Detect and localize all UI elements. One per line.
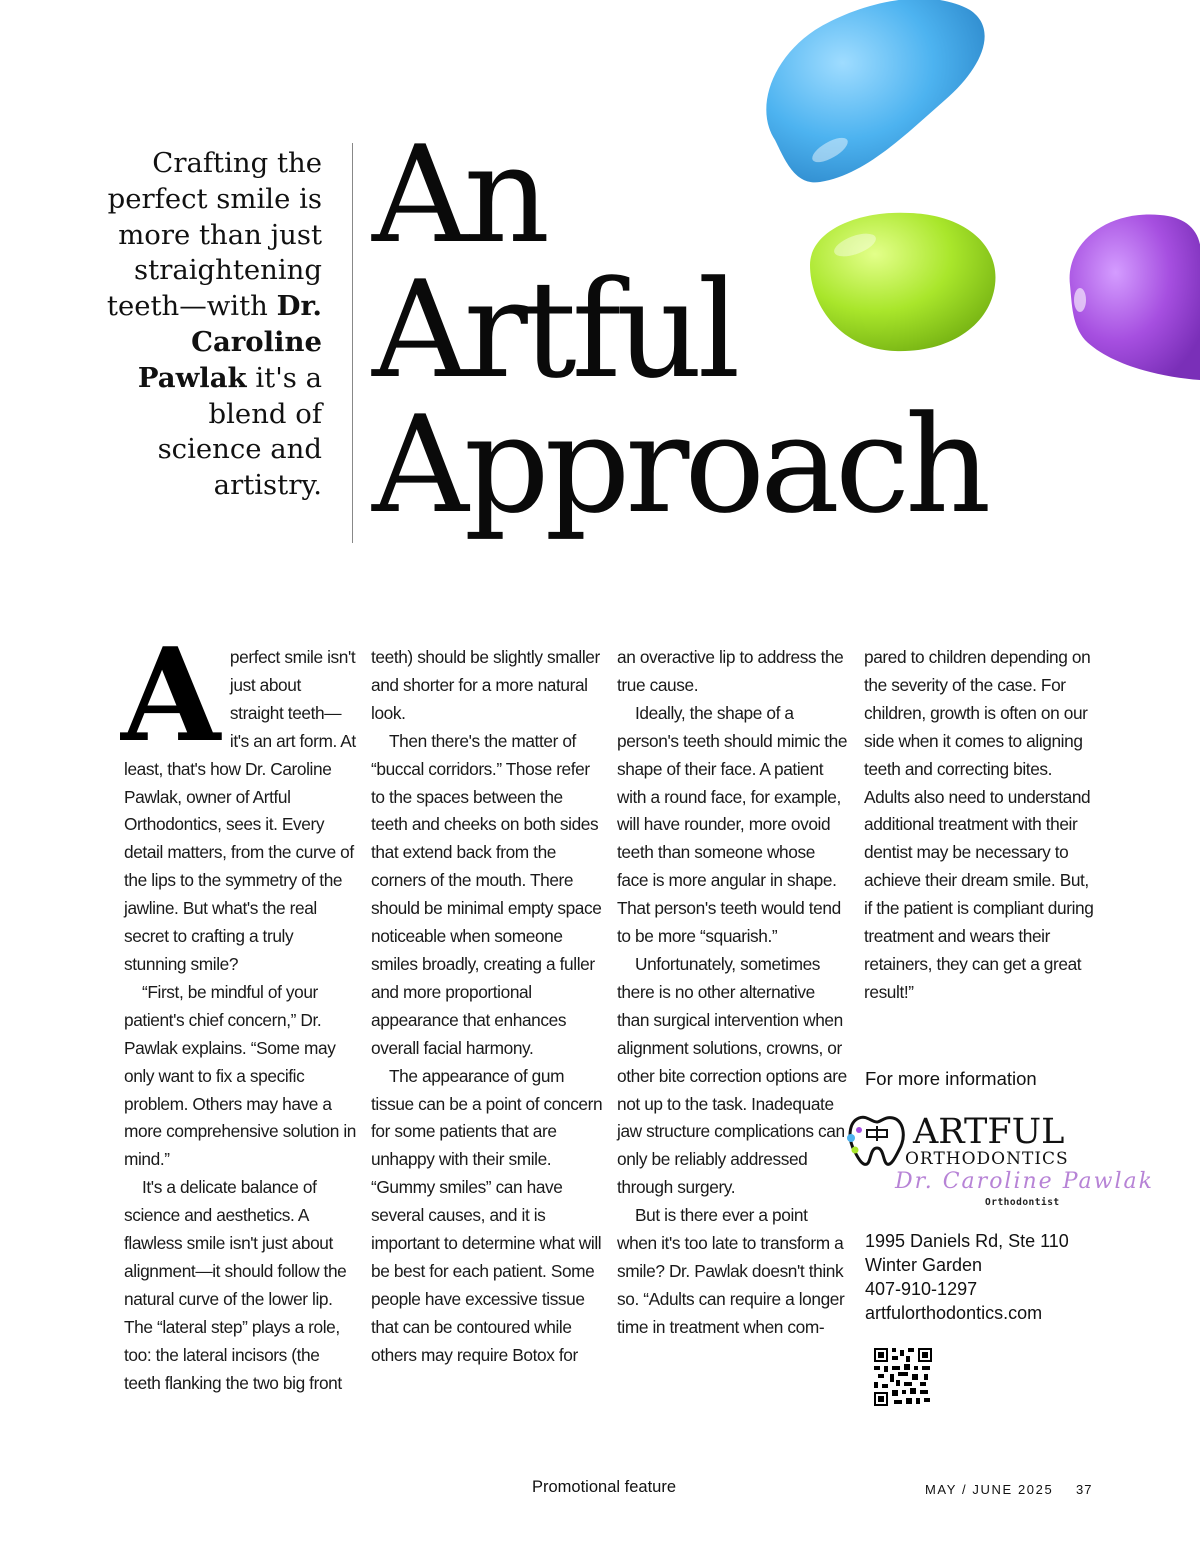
logo-wordmark: ARTFUL bbox=[913, 1112, 1065, 1152]
website-link[interactable]: artfulorthodontics.com bbox=[865, 1303, 1043, 1323]
page-number: 37 bbox=[1076, 1482, 1093, 1497]
city-line: Winter Garden bbox=[865, 1255, 983, 1275]
article-paragraph: pared to children depending on the severity of the case. For children, growth is often on our side when it comes to aligning teeth and correcting bites. Adults also need to understand additional treatment with their dentist may be necessary to achieve their dream smile. But, if the patient is compliant during treatment and wears their retainers, they can get a great result!” bbox=[864, 647, 1094, 1002]
qr-code-icon[interactable] bbox=[874, 1348, 932, 1406]
article-paragraph: Ideally, the shape of a person's teeth should mimic the shape of their face. A patient with a round face, for example, will have rounder, more ovoid teeth than someone whose face is more angular in shape. That person's teeth would tend to be more “squarish.” bbox=[617, 702, 848, 947]
issue-date: MAY / JUNE 2025 bbox=[925, 1482, 1054, 1497]
article-paragraph bbox=[121, 621, 356, 979]
logo-subtitle: ORTHODONTICS bbox=[905, 1149, 1069, 1169]
article-paragraph: The appearance of gum tissue can be a point of concern for some patients that are unhappy with their smile. “Gummy smiles” can have several causes, and it is important to determine what will be best for each patient. Some people have excessive tissue that can be contoured while others may require Botox for bbox=[371, 1065, 603, 1365]
article-column-4 bbox=[864, 644, 1096, 1007]
purple-blob-decoration bbox=[1050, 205, 1200, 380]
phone-number[interactable]: 407-910-1297 bbox=[865, 1279, 978, 1299]
logo-role: Orthodontist bbox=[985, 1197, 1060, 1208]
deck-text-start: Crafting the perfect smile is more than just straightening teeth—with bbox=[106, 147, 322, 323]
contact-details bbox=[865, 1229, 1069, 1325]
deck-author-name: Dr. Caroline Pawlak bbox=[137, 290, 322, 394]
article-paragraph: “First, be mindful of your patient's chief concern,” Dr. Pawlak explains. “Some may only want to fix a specific problem. Others may have a more comprehensive solution in mind.” bbox=[124, 981, 356, 1170]
article-column-1 bbox=[121, 621, 356, 1397]
article-headline bbox=[372, 117, 987, 543]
headline-line-1: An bbox=[372, 117, 546, 273]
paragraph-text: perfect smile isn't just about straight teeth—it's an art form. At least, that's how Dr. Caroline Pawlak, owner of Artful Orthodontics, sees it. Every detail matters, from the curve of the lips to the symmetry of the jawline. But what's the real secret to crafting a truly stunning smile? bbox=[124, 647, 356, 974]
logo-signature: Dr. Caroline Pawlak bbox=[895, 1169, 1154, 1194]
article-paragraph: But is there ever a point when it's too late to transform a smile? Dr. Pawlak doesn't think so. “Adults can require a longer time in treatment when com- bbox=[617, 1205, 845, 1337]
deck-divider bbox=[352, 143, 353, 543]
deck-text-end: it's a blend of science and artistry. bbox=[157, 361, 322, 502]
article-paragraph: an overactive lip to address the true cause. bbox=[617, 647, 844, 695]
article-paragraph: It's a delicate balance of science and aesthetics. A flawless smile isn't just about alignment—it should follow the natural curve of the lower lip. The “lateral step” plays a role, too: the lateral incisors (the teeth flanking the two big front bbox=[124, 1177, 347, 1393]
article-paragraph: teeth) should be slightly smaller and shorter for a more natural look. bbox=[371, 647, 600, 723]
article-paragraph: Then there's the matter of “buccal corridors.” Those refer to the spaces between the teeth and cheeks on both sides that extend back from the corners of the mouth. There should be minimal empty space noticeable when someone smiles broadly, creating a fuller and more proportional appearance that enhances overall facial harmony. bbox=[371, 730, 602, 1058]
drop-cap: A bbox=[121, 621, 220, 771]
headline-line-2: Artful bbox=[372, 252, 736, 408]
more-info-label: For more information bbox=[865, 1068, 1037, 1089]
headline-line-3: Approach bbox=[372, 387, 987, 543]
promotional-feature-label: Promotional feature bbox=[532, 1478, 676, 1496]
article-column-3 bbox=[617, 644, 849, 1342]
article-column-2 bbox=[371, 644, 603, 1370]
artful-orthodontics-logo bbox=[845, 1108, 1154, 1213]
address-line: 1995 Daniels Rd, Ste 110 bbox=[865, 1231, 1069, 1251]
article-deck bbox=[100, 146, 322, 504]
article-paragraph: Unfortunately, sometimes there is no other alternative than surgical intervention when alignment solutions, crowns, or other bite correction options are not up to the task. Inadequate jaw structure complications can only be reliably addressed through surgery. bbox=[617, 953, 847, 1198]
